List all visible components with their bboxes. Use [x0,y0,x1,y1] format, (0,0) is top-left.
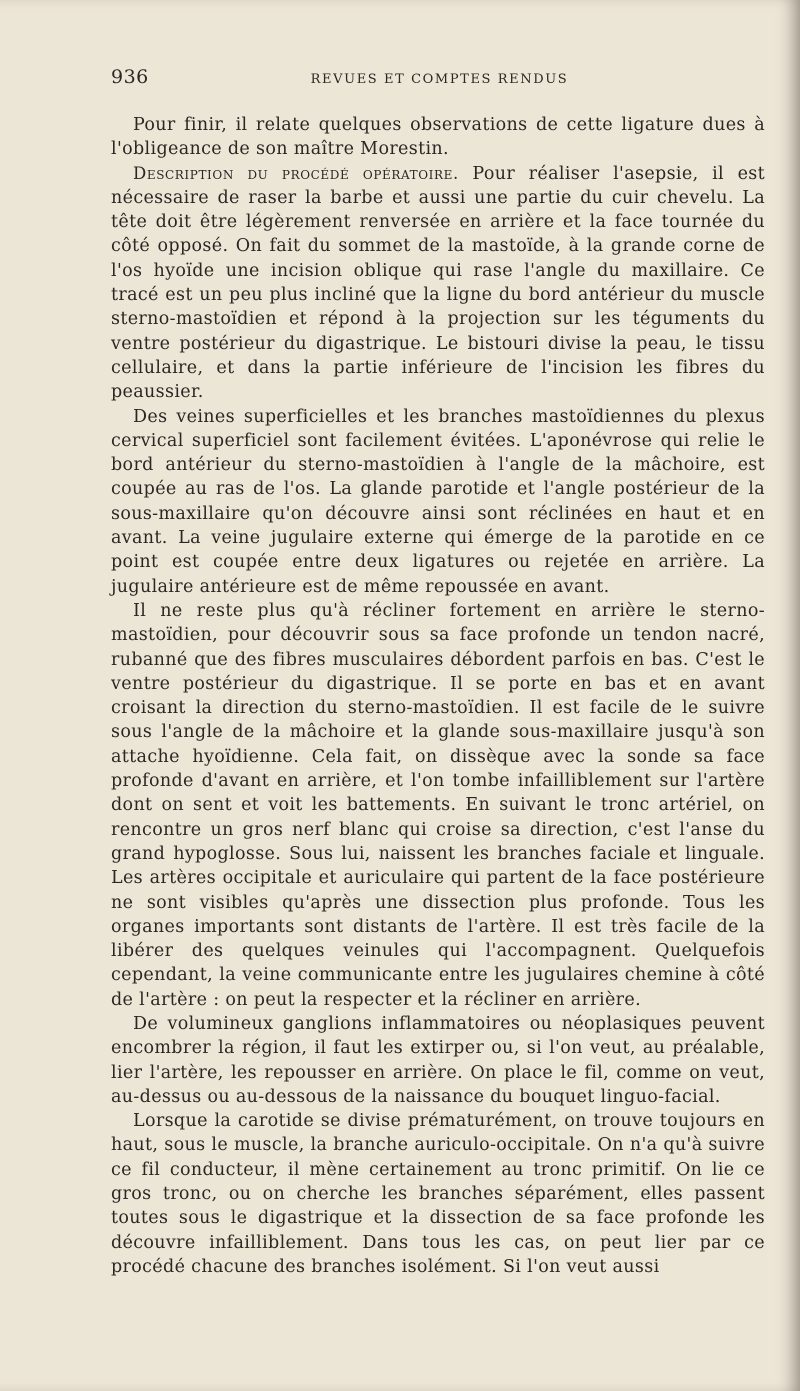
paragraph-2: Description du procédé opératoire. Pour réaliser l'asepsie, il est nécessaire de raser la barbe et aussi une partie du cuir chevelu. La tête doit être légèrement renversée en arrière et la face tournée du côté opposé. On fait du sommet de la mastoïde, à la grande corne de l'os hyoïde une incision oblique qui rase l'angle du maxillaire. Ce tracé est un peu plus incliné que la ligne du bord antérieur du muscle sterno-mastoïdien et répond à la projection sur les téguments du ventre postérieur du digastrique. Le bistouri divise la peau, le tissu cellulaire, et dans la partie inférieure de l'incision les fibres du peaussier. [111,163,765,403]
paragraph-1: Pour finir, il relate quelques observations de cette ligature dues à l'obligeance de son maître Morestin. [111,115,765,160]
paragraph-4: Il ne reste plus qu'à récliner fortement en arrière le sterno-mastoïdien, pour découvrir sous sa face profonde un tendon nacré, rubanné que des fibres musculaires débordent parfois en bas. C'est le ventre postérieur du digastrique. Il se porte en bas et en avant croisant la direction du sterno-mastoïdien. Il est facile de le suivre sous l'angle de la mâchoire et la glande sous-maxillaire jusqu'à son attache hyoïdienne. Cela fait, on dissèque avec la sonde sa face profonde d'avant en arrière, et l'on tombe infailliblement sur l'artère dont on sent et voit les battements. En suivant le tronc artériel, on rencontre un gros nerf blanc qui croise sa direction, c'est l'anse du grand hypoglosse. Sous lui, naissent les branches faciale et linguale. Les artères occipitale et auriculaire qui partent de la face postérieure ne sont visibles qu'après une dissection plus profonde. Tous les organes importants sont distants de l'artère. Il est très facile de la libérer des quelques veinules qui l'accompagnent. Quelquefois cependant, la veine communicante entre les jugulaires chemine à côté de l'artère : on peut la respecter et la récliner en arrière. [111,600,765,1010]
running-head: REVUES ET COMPTES RENDUS [310,72,569,87]
paragraph-6: Lorsque la carotide se divise prématurément, on trouve toujours en haut, sous le muscle, la branche auriculo-occipitale. On n'a qu'à suivre ce fil conducteur, il mène certainement au tronc primitif. On lie ce gros tronc, ou on cherche les branches séparément, elles passent toutes sous le digastrique et la dissection de sa face profonde les découvre infailliblement. Dans tous les cas, on peut lier par ce procédé chacune des branches isolément. Si l'on veut aussi [111,1111,765,1277]
section-lead: Description du procédé opératoire. [133,163,459,183]
page-number: 936 [111,66,149,88]
paragraph-3: Des veines superficielles et les branches mastoïdiennes du plexus cervical superficiel sont facilement évitées. L'aponévrose qui relie le bord antérieur du sterno-mastoïdien à l'angle de la mâchoire, est coupée au ras de l'os. La glande parotide et l'angle postérieur de la sous-maxillaire qu'on découvre ainsi sont réclinées en haut et en avant. La veine jugulaire externe qui émerge de la parotide en ce point est coupée entre deux ligatures ou rejetée en arrière. La jugulaire antérieure est de même repoussée en avant. [111,406,765,597]
paragraph-5: De volumineux ganglions inflammatoires ou néoplasiques peuvent encombrer la région, il faut les extirper ou, si l'on veut, au préalable, lier l'artère, les repousser en arrière. On place le fil, comme on veut, au-dessus ou au-dessous de la naissance du bouquet linguo-facial. [111,1013,765,1107]
page-header [111,66,768,96]
body-text [111,113,765,1279]
